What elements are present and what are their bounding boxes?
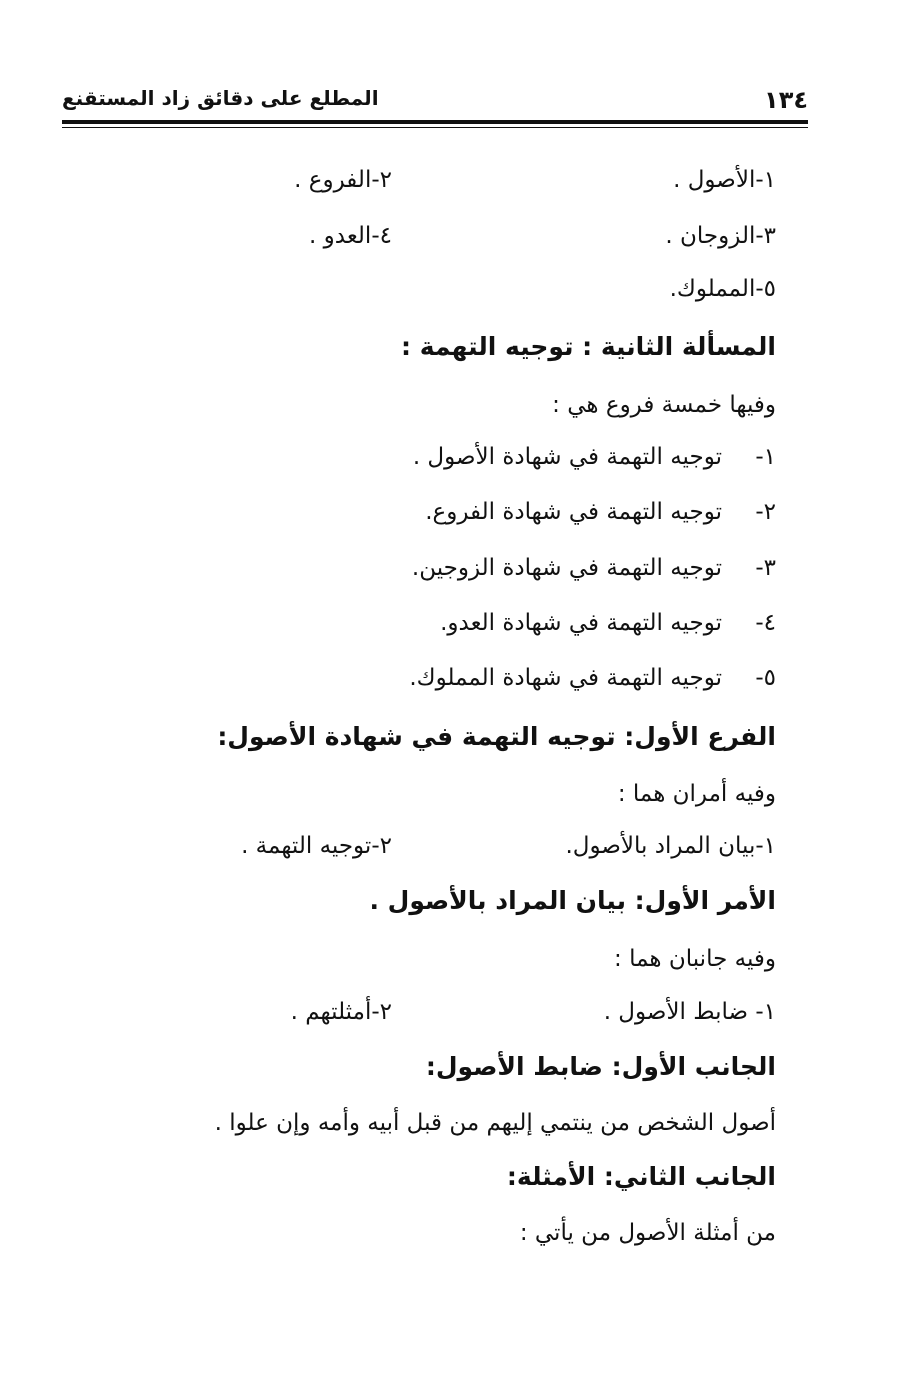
item-text: توجيه التهمة في شهادة العدو. [440, 610, 722, 636]
item-text: توجيه التهمة في شهادة المملوك. [409, 665, 722, 691]
section-heading: الجانب الثاني: الأمثلة: [506, 1162, 776, 1191]
item-text: توجيه التهمة في شهادة الزوجين. [411, 555, 722, 581]
page-number: ١٣٤ [764, 86, 808, 114]
list-item: ٤-العدو . [309, 223, 392, 249]
list-item: ١-الأصول . [673, 167, 776, 193]
list-item: ١- ضابط الأصول . [603, 999, 776, 1025]
item-number: ٣- [755, 555, 776, 581]
list-item: ١-بيان المراد بالأصول. [565, 833, 776, 859]
item-text: توجيه التهمة في شهادة الفروع. [425, 499, 722, 525]
list-item: ٢-أمثلتهم . [290, 999, 392, 1025]
section-heading: المسألة الثانية : توجيه التهمة : [401, 332, 776, 361]
paragraph: وفيه جانبان هما : [614, 946, 776, 972]
page-header [62, 86, 808, 116]
paragraph: وفيها خمسة فروع هي : [552, 392, 776, 418]
header-rule-thin [62, 127, 808, 128]
item-number: ٢- [755, 499, 776, 525]
paragraph: أصول الشخص من ينتمي إليهم من قبل أبيه وأمه وإن علوا . [214, 1110, 776, 1136]
list-item [425, 495, 776, 529]
item-text: توجيه التهمة في شهادة الأصول . [412, 444, 722, 470]
header-rule [62, 120, 808, 124]
list-item [440, 606, 776, 640]
paragraph: من أمثلة الأصول من يأتي : [519, 1220, 776, 1246]
section-heading: الفرع الأول: توجيه التهمة في شهادة الأصول: [217, 722, 776, 751]
book-title: المطلع على دقائق زاد المستقنع [62, 86, 379, 110]
item-number: ٤- [755, 610, 776, 636]
list-item: ٢-توجيه التهمة . [241, 833, 392, 859]
list-item: ٣-الزوجان . [665, 223, 776, 249]
paragraph: وفيه أمران هما : [617, 781, 776, 807]
section-heading: الجانب الأول: ضابط الأصول: [425, 1052, 776, 1081]
item-number: ١- [755, 444, 776, 470]
list-item [409, 661, 776, 695]
list-item [412, 551, 776, 585]
list-item: ٢-الفروع . [294, 167, 392, 193]
section-heading: الأمر الأول: بيان المراد بالأصول . [369, 886, 776, 915]
list-item [413, 440, 776, 474]
item-number: ٥- [755, 665, 776, 691]
list-item: ٥-المملوك. [669, 276, 776, 302]
